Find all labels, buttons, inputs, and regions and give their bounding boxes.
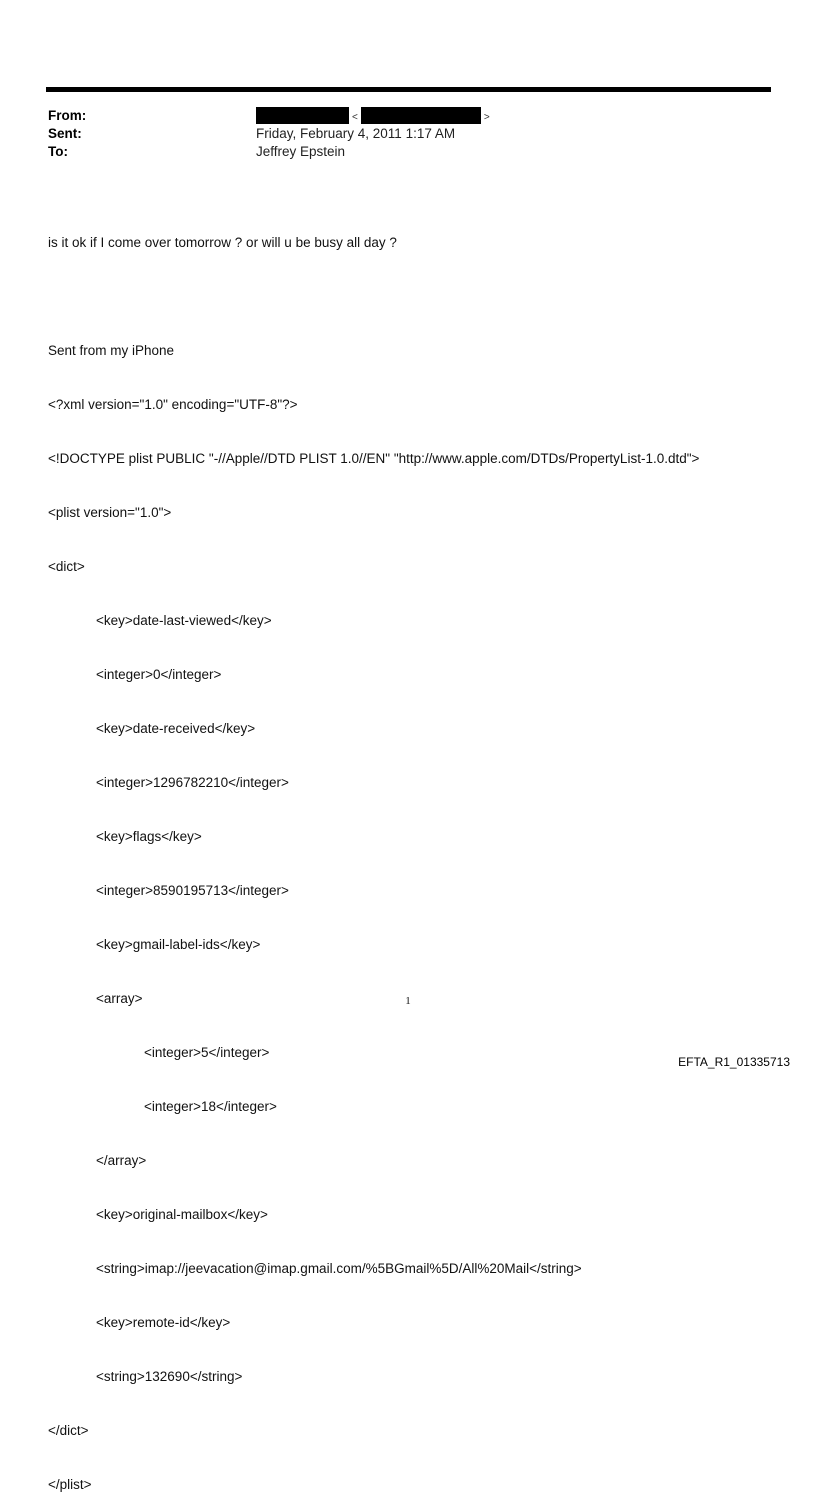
signature-text: Sent from my iPhone [48, 343, 175, 358]
xml-line: <key>original-mailbox</key> [96, 1207, 268, 1222]
xml-line: <string>imap://jeevacation@imap.gmail.com/%5BGmail%5D/All%20Mail</string> [96, 1261, 582, 1276]
xml-line: <integer>5</integer> [144, 1045, 270, 1060]
message-text: is it ok if I come over tomorrow ? or will u be busy all day ? [48, 235, 397, 250]
header-rule [46, 87, 771, 92]
from-label: From: [48, 108, 87, 123]
close-angle-bracket: > [483, 112, 490, 123]
email-header [48, 107, 748, 161]
redaction-block [361, 107, 481, 124]
to-row [48, 143, 748, 161]
xml-line: <dict> [48, 559, 85, 574]
xml-line: <key>date-last-viewed</key> [96, 613, 272, 628]
open-angle-bracket: < [352, 112, 358, 123]
xml-line: </plist> [48, 1477, 92, 1492]
page-number: 1 [405, 995, 411, 1007]
from-value [256, 107, 493, 127]
xml-line: <plist version="1.0"> [48, 505, 172, 520]
to-value: Jeffrey Epstein [256, 144, 346, 159]
to-label: To: [48, 144, 68, 159]
xml-line: <string>132690</string> [96, 1369, 243, 1384]
from-row [48, 107, 748, 125]
xml-line: <integer>1296782210</integer> [96, 775, 289, 790]
sent-row [48, 125, 748, 143]
xml-line: <array> [96, 991, 143, 1006]
xml-line: <key>flags</key> [96, 829, 202, 844]
xml-line: <?xml version="1.0" encoding="UTF-8"?> [48, 397, 298, 412]
xml-line: <!DOCTYPE plist PUBLIC "-//Apple//DTD PLIST 1.0//EN" "http://www.apple.com/DTDs/PropertyList-1.0.dtd"> [48, 451, 700, 466]
email-body [48, 198, 788, 1512]
xml-line: <key>gmail-label-ids</key> [96, 937, 261, 952]
xml-line: <integer>18</integer> [144, 1099, 277, 1114]
bates-number: EFTA_R1_01335713 [678, 1055, 790, 1069]
sent-value: Friday, February 4, 2011 1:17 AM [256, 126, 456, 141]
xml-line: <key>date-received</key> [96, 721, 256, 736]
xml-line: <integer>8590195713</integer> [96, 883, 289, 898]
redaction-block [256, 107, 349, 124]
sent-label: Sent: [48, 126, 82, 141]
xml-line: </dict> [48, 1423, 89, 1438]
xml-line: <key>remote-id</key> [96, 1315, 231, 1330]
xml-line: </array> [96, 1153, 147, 1168]
xml-line: <integer>0</integer> [96, 667, 222, 682]
